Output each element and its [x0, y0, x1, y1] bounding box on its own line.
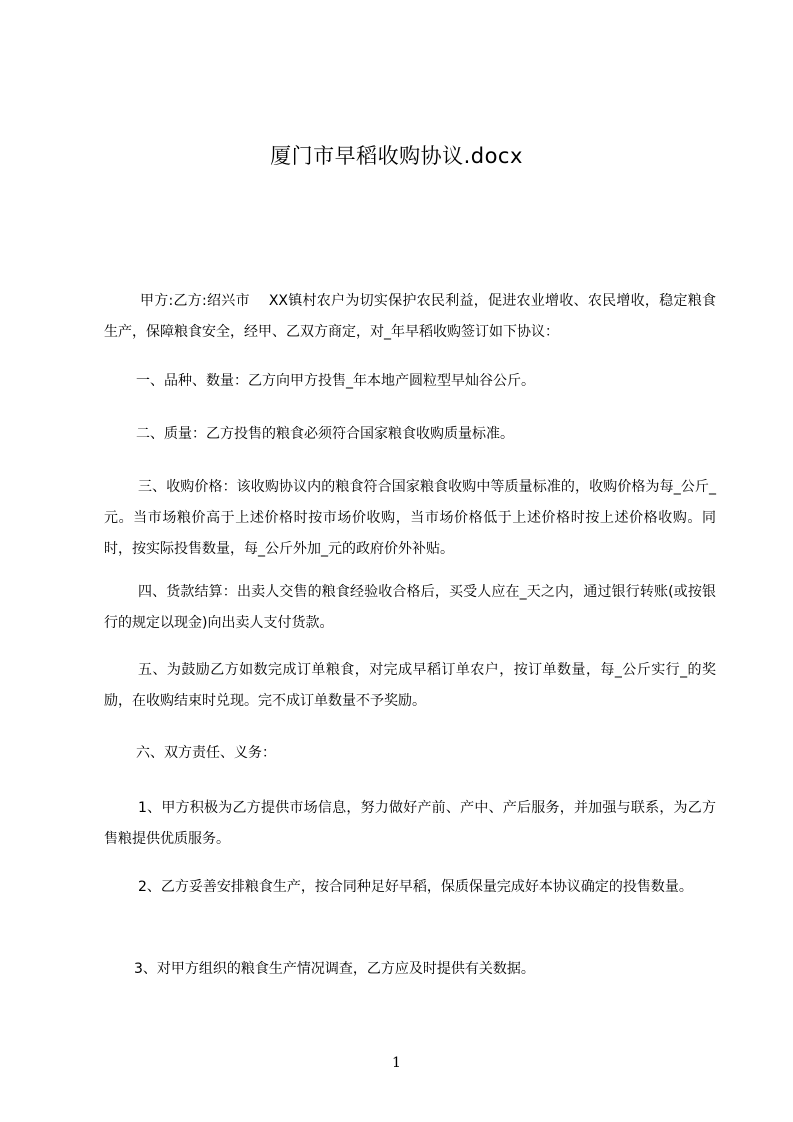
- document-title: 厦门市早稻收购协议.docx: [270, 144, 523, 168]
- paragraph-incentive: 五、为鼓励乙方如数完成订单粮食，对完成早稻订单农户，按订单数量，每_公斤实行_的奖励，在收购结束时兑现。完不成订单数量不予奖励。: [104, 662, 716, 709]
- paragraph-responsibilities-heading: 六、双方责任、义务：: [136, 745, 276, 761]
- paragraph-payment: 四、货款结算：出卖人交售的粮食经验收合格后，买受人应在_天之内，通过银行转账(或按银行的规定以现金)向出卖人支付货款。: [104, 584, 716, 631]
- paragraph-duty-2: 2、乙方妥善安排粮食生产，按合同种足好早稻，保质保量完成好本协议确定的投售数量。: [138, 879, 693, 895]
- paragraph-quality: 二、质量：乙方投售的粮食必须符合国家粮食收购质量标准。: [136, 426, 514, 442]
- paragraph-duty-3: 3、对甲方组织的粮食生产情况调查，乙方应及时提供有关数据。: [134, 961, 535, 977]
- paragraph-duty-1: 1、甲方积极为乙方提供市场信息，努力做好产前、产中、产后服务，并加强与联系，为乙方售粮提供优质服务。: [104, 800, 716, 847]
- page-number: 1: [392, 1055, 401, 1071]
- paragraph-preamble: 甲方:乙方:绍兴市 XX镇村农户为切实保护农民利益，促进农业增收、农民增收，稳定粮食生产，保障粮食安全，经甲、乙双方商定，对_年早稻收购签订如下协议：: [104, 293, 716, 340]
- paragraph-price: 三、收购价格：该收购协议内的粮食符合国家粮食收购中等质量标准的，收购价格为每_公斤_元。当市场粮价高于上述价格时按市场价收购，当市场价格低于上述价格时按上述价格收购。同时，按实际投售数量，每_公斤外加_元的政府价外补贴。: [104, 479, 716, 557]
- paragraph-variety-quantity: 一、品种、数量：乙方向甲方投售_年本地产圆粒型早灿谷公斤。: [136, 373, 535, 389]
